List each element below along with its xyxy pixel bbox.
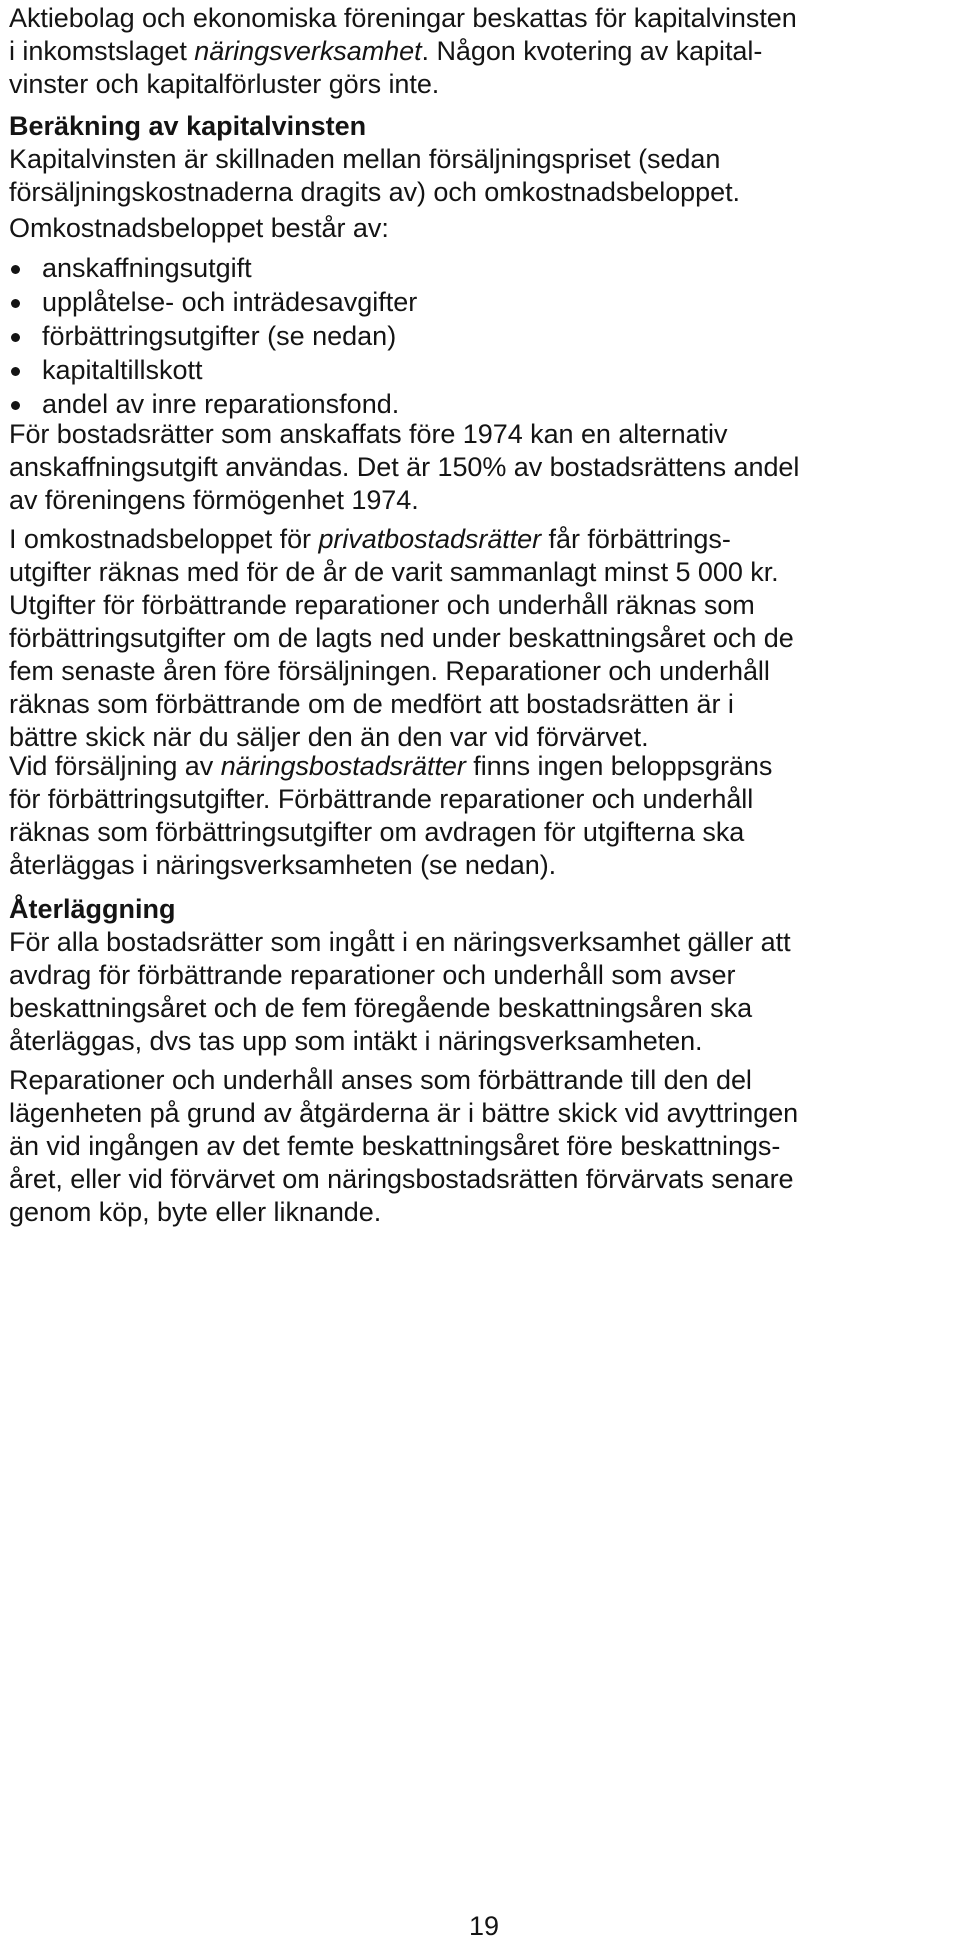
- text-line: genom köp, byte eller liknande.: [9, 1197, 382, 1227]
- list-item: kapitaltillskott: [9, 353, 417, 387]
- bullet-icon: [11, 299, 20, 308]
- private-paragraph: [9, 523, 794, 754]
- text-line: Reparationer och underhåll anses som förbättrande till den del: [9, 1065, 752, 1095]
- text-line: Aktiebolag och ekonomiska föreningar beskattas för kapitalvinsten: [9, 3, 797, 33]
- text-line: av föreningens förmögenhet 1974.: [9, 485, 419, 515]
- aterlaggning-section: [9, 893, 791, 1058]
- text-line: året, eller vid förvärvet om näringsbostadsrätten förvärvats senare: [9, 1164, 794, 1194]
- text-line: Omkostnadsbeloppet består av:: [9, 213, 389, 243]
- bullet-list: [9, 251, 417, 421]
- text-line: utgifter räknas med för de år de varit sammanlagt minst 5 000 kr.: [9, 557, 779, 587]
- text-line: Vid försäljning av näringsbostadsrätter finns ingen beloppsgräns: [9, 751, 773, 781]
- emphasis: näringsbostadsrätter: [220, 751, 466, 781]
- calc-section: [9, 110, 740, 209]
- text-line: För bostadsrätter som anskaffats före 1974 kan en alternativ: [9, 419, 728, 449]
- text-line: avdrag för förbättrande reparationer och underhåll som avser: [9, 960, 736, 990]
- text-line: anskaffningsutgift användas. Det är 150% av bostadsrättens andel: [9, 452, 800, 482]
- text-line: Utgifter för förbättrande reparationer och underhåll räknas som: [9, 590, 755, 620]
- text-line: för förbättringsutgifter. Förbättrande reparationer och underhåll: [9, 784, 754, 814]
- text-line: än vid ingången av det femte beskattningsåret före beskattnings-: [9, 1131, 781, 1161]
- section-heading: Beräkning av kapitalvinsten: [9, 111, 367, 141]
- text-line: räknas som förbättringsutgifter om avdragen för utgifterna ska: [9, 817, 745, 847]
- business-paragraph: [9, 750, 772, 882]
- list-item: förbättringsutgifter (se nedan): [9, 319, 417, 353]
- list-item: anskaffningsutgift: [9, 251, 417, 285]
- text-line: förbättringsutgifter om de lagts ned under beskattningsåret och de: [9, 623, 794, 653]
- section-heading: Återläggning: [9, 894, 176, 924]
- text-line: i inkomstslaget näringsverksamhet. Någon kvotering av kapital-: [9, 36, 763, 66]
- text-line: bättre skick när du säljer den än den var vid förvärvet.: [9, 722, 649, 752]
- text-line: För alla bostadsrätter som ingått i en näringsverksamhet gäller att: [9, 927, 791, 957]
- bullet-icon: [11, 401, 20, 410]
- text-line: räknas som förbättrande om de medfört att bostadsrätten är i: [9, 689, 734, 719]
- list-item: upplåtelse- och inträdesavgifter: [9, 285, 417, 319]
- text-line: fem senaste åren före försäljningen. Reparationer och underhåll: [9, 656, 770, 686]
- list-item: andel av inre reparationsfond.: [9, 387, 417, 421]
- aterlaggning-paragraph-2: [9, 1064, 798, 1229]
- pre1974-paragraph: [9, 418, 799, 517]
- text-line: försäljningskostnaderna dragits av) och omkostnadsbeloppet.: [9, 177, 740, 207]
- text-line: lägenheten på grund av åtgärderna är i bättre skick vid avyttringen: [9, 1098, 799, 1128]
- text-line: Kapitalvinsten är skillnaden mellan försäljningspriset (sedan: [9, 144, 721, 174]
- page-number: 19: [468, 1911, 500, 1941]
- text-line: I omkostnadsbeloppet för privatbostadsrätter får förbättrings-: [9, 524, 731, 554]
- text-line: återläggas i näringsverksamheten (se nedan).: [9, 850, 557, 880]
- text-line: återläggas, dvs tas upp som intäkt i näringsverksamheten.: [9, 1026, 703, 1056]
- bullet-icon: [11, 265, 20, 274]
- intro-paragraph: [9, 2, 797, 101]
- text-line: vinster och kapitalförluster görs inte.: [9, 69, 440, 99]
- emphasis: privatbostadsrätter: [318, 524, 542, 554]
- omk-list: [9, 251, 417, 421]
- emphasis: näringsverksamhet: [194, 36, 422, 66]
- omk-intro: [9, 212, 389, 245]
- bullet-icon: [11, 333, 20, 342]
- bullet-icon: [11, 367, 20, 376]
- text-line: beskattningsåret och de fem föregående beskattningsåren ska: [9, 993, 753, 1023]
